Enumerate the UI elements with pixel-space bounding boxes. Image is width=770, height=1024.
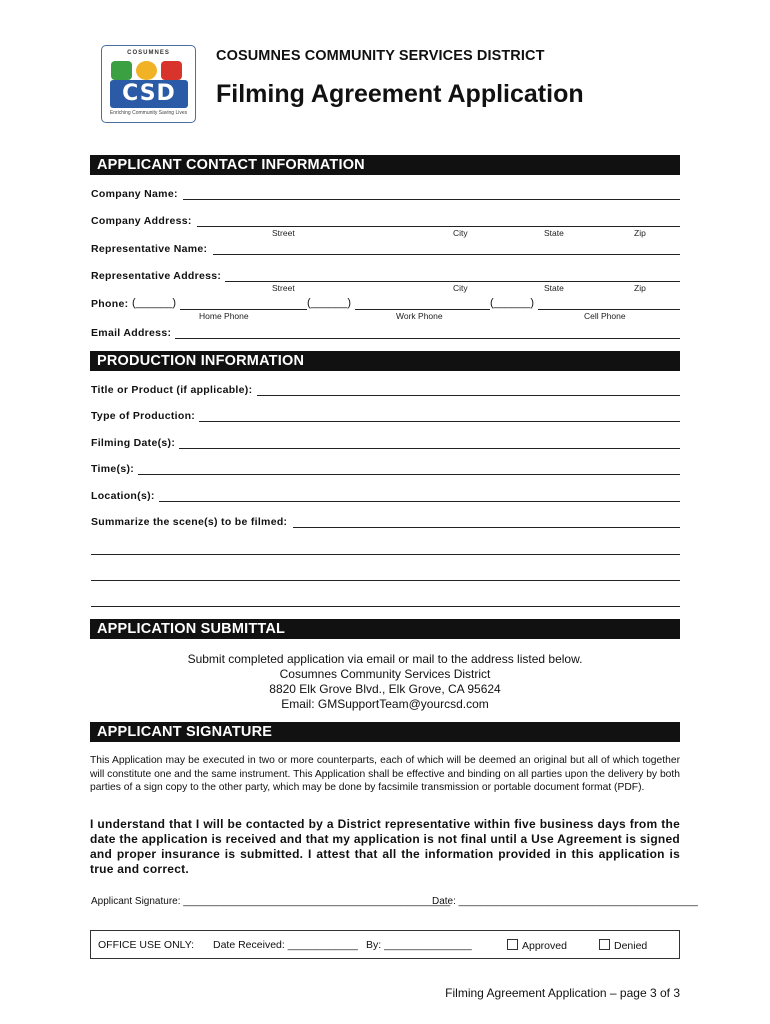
rep-city-caption: City xyxy=(453,283,468,293)
home-phone-field[interactable] xyxy=(180,309,307,310)
section-production-heading: PRODUCTION INFORMATION xyxy=(90,351,680,371)
submittal-line-3: 8820 Elk Grove Blvd., Elk Grove, CA 95624 xyxy=(269,682,501,696)
home-area-code: (______) xyxy=(132,297,177,309)
submittal-instructions xyxy=(90,652,680,712)
email-label: Email Address: xyxy=(91,327,172,339)
logo-csd-letters: CSD xyxy=(110,80,188,108)
company-city-caption: City xyxy=(453,228,468,238)
company-name-field[interactable] xyxy=(183,199,680,200)
section-signature-heading: APPLICANT SIGNATURE xyxy=(90,722,680,742)
email-field[interactable] xyxy=(175,338,680,339)
filming-dates-label: Filming Date(s): xyxy=(91,437,176,449)
company-address-field[interactable] xyxy=(197,226,680,227)
approved-checkbox[interactable] xyxy=(507,939,518,950)
fire-helmet-icon xyxy=(161,61,182,80)
filming-dates-field[interactable] xyxy=(179,448,680,449)
home-phone-caption: Home Phone xyxy=(199,311,249,321)
times-label: Time(s): xyxy=(91,463,135,475)
rep-state-caption: State xyxy=(544,283,564,293)
ball-icon xyxy=(136,61,157,80)
date-received-field[interactable]: Date Received: ____________ xyxy=(213,939,358,951)
production-type-field[interactable] xyxy=(199,421,680,422)
logo-top-text: COSUMNES xyxy=(127,50,170,56)
page-title: Filming Agreement Application xyxy=(216,80,584,108)
title-product-field[interactable] xyxy=(257,395,680,396)
company-name-label: Company Name: xyxy=(91,188,178,200)
section-submittal-heading: APPLICATION SUBMITTAL xyxy=(90,619,680,639)
submittal-line-2: Cosumnes Community Services District xyxy=(279,667,491,681)
page-footer: Filming Agreement Application – page 3 of 3 xyxy=(445,986,680,1000)
company-address-label: Company Address: xyxy=(91,215,192,227)
denied-label: Denied xyxy=(614,940,648,952)
tree-icon xyxy=(111,61,132,80)
representative-address-field[interactable] xyxy=(225,281,680,282)
representative-address-label: Representative Address: xyxy=(91,270,222,282)
work-area-code: (______) xyxy=(307,297,352,309)
approved-label: Approved xyxy=(522,940,567,952)
summary-label: Summarize the scene(s) to be filmed: xyxy=(91,516,288,528)
work-phone-caption: Work Phone xyxy=(396,311,443,321)
rep-street-caption: Street xyxy=(272,283,295,293)
rep-zip-caption: Zip xyxy=(634,283,646,293)
company-state-caption: State xyxy=(544,228,564,238)
submittal-line-1: Submit completed application via email or mail to the address listed below. xyxy=(187,652,583,666)
work-phone-field[interactable] xyxy=(355,309,490,310)
company-street-caption: Street xyxy=(272,228,295,238)
denied-checkbox[interactable] xyxy=(599,939,610,950)
org-name: COSUMNES COMMUNITY SERVICES DISTRICT xyxy=(216,48,545,64)
locations-label: Location(s): xyxy=(91,490,155,502)
company-zip-caption: Zip xyxy=(634,228,646,238)
locations-field[interactable] xyxy=(159,501,680,502)
approved-option[interactable] xyxy=(507,939,567,952)
signature-date-field[interactable]: Date: ___________________________________________ xyxy=(432,896,698,907)
times-field[interactable] xyxy=(138,474,680,475)
logo-icons xyxy=(111,61,182,80)
submittal-email: Email: GMSupportTeam@yourcsd.com xyxy=(281,697,489,711)
title-product-label: Title or Product (if applicable): xyxy=(91,384,253,396)
section-contact-heading: APPLICANT CONTACT INFORMATION xyxy=(90,155,680,175)
cell-area-code: (______) xyxy=(490,297,535,309)
office-use-label: OFFICE USE ONLY: xyxy=(98,939,195,951)
logo-tagline: Enriching Community Saving Lives xyxy=(109,110,188,116)
cell-phone-field[interactable] xyxy=(538,309,680,310)
attestation-statement: I understand that I will be contacted by a District representative within five business days from the date the application is received and that my application is not final until a Use Agreement is signed and proper insurance is submitted. I attest that all the information provided in this application is true and correct. xyxy=(90,817,680,876)
csd-logo xyxy=(101,45,196,123)
by-field[interactable]: By: _______________ xyxy=(366,939,472,951)
denied-option[interactable] xyxy=(599,939,647,952)
office-use-box xyxy=(90,930,680,959)
counterparts-paragraph: This Application may be executed in two or more counterparts, each of which will be deemed an original but all of which together will constitute one and the same instrument. This Application shall be effective and binding on all parties upon the delivery by both parties of a sign copy to the other party, which may be done by facsimile transmission or portable document format (PDF). xyxy=(90,755,680,793)
phone-label: Phone: xyxy=(91,298,129,310)
production-type-label: Type of Production: xyxy=(91,410,196,422)
representative-name-field[interactable] xyxy=(213,254,680,255)
summary-field-1[interactable] xyxy=(293,527,680,528)
summary-field-3[interactable] xyxy=(91,580,680,581)
summary-field-2[interactable] xyxy=(91,554,680,555)
cell-phone-caption: Cell Phone xyxy=(584,311,626,321)
representative-name-label: Representative Name: xyxy=(91,243,208,255)
applicant-signature-field[interactable]: Applicant Signature: ________________________________________________ xyxy=(91,896,451,907)
summary-field-4[interactable] xyxy=(91,606,680,607)
